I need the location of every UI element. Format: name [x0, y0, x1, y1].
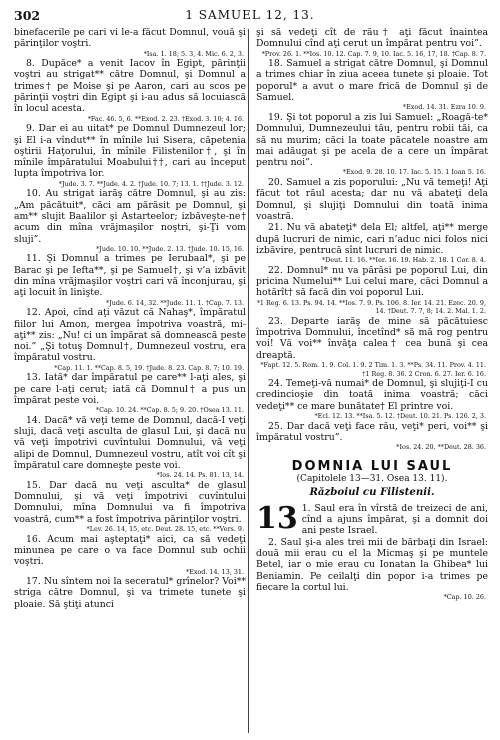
- verse-block: 23. Departe iarăş de mine să păcătuiesc împotriva Domnului, încetînd* să mă rog pentru voi! Vă voi** învăţa calea† cea bună şi cea dreaptă.: [256, 315, 488, 361]
- cross-reference: *Ios. 24. 14. Ps. 81. 13, 14.: [156, 471, 244, 480]
- column-divider: [248, 29, 249, 733]
- cross-reference: *Jude. 6. 14, 32. **Jude. 11. 1. †Cap. 7. 13.: [106, 298, 244, 307]
- page-header: [14, 8, 486, 24]
- verse-block: binefacerile pe cari vi le-a făcut Domnul, vouă şi părinţilor voştri.: [14, 27, 246, 50]
- cross-reference: *1 Reg. 6. 13. Ps. 94. 14. **Ios. 7. 9. Ps. 106. 8. Ier. 14. 21. Ezec. 20. 9, 14. †Deut. 7. 7, 8; 14. 2. Mal. 1. 2.: [256, 298, 486, 316]
- verse-block: 12. Apoi, cînd aţi văzut că Nahaş*, împăratul fiilor lui Amon, mergea împotriva voastră, mi-aţi** zis: „Nu! ci un împărat să domnească peste noi.” „Şi totuş Domnul†, Dumnezeul vostru, era împăratul vostru.: [14, 307, 246, 364]
- cross-reference: *Ios. 24. 20. **Deut. 28. 36.: [396, 443, 486, 452]
- section-subtitle: (Capitolele 13—31. Osea 13. 11).: [296, 474, 448, 485]
- verse-block: 8. Dupăce* a venit Iacov în Egipt, părinţii voştri au strigat** către Domnul, şi Domnul a trimes† pe Moise şi pe Aaron, cari au scos pe părinţii voştri din Egipt şi i-au adus să locuiască în locul acesta.: [14, 58, 246, 115]
- verse-block: 9. Dar ei au uitat* pe Domnul Dumnezeul lor; şi El i-a vîndut** în mînile lui Sisera, căpetenia oştirii Haţorului, în mînile Filistenilor†, şi în mînile împăratului Moabului††, cari au început lupta împotriva lor.: [14, 123, 246, 180]
- chapter-start: [256, 500, 488, 537]
- section-heading: Războiul cu Filistenii.: [309, 486, 435, 499]
- cross-reference: *Jude. 3. 7. **Jude. 4. 2. †Jude. 10. 7; 13. 1. ††Jude. 3. 12.: [58, 179, 244, 188]
- verse-block: 10. Au strigat iarăş către Domnul, şi au zis: „Am păcătuit*, căci am părăsit pe Domnul, şi am** slujit Baalilor şi Astarteelor; izbăveşte-ne† acum din mîna vrăjmaşilor noştri, şi-Ţi vom sluji”.: [14, 188, 246, 245]
- cross-reference: *Prov. 26. 1. **Ios. 10. 12. Cap. 7. 9, 10. Iac. 5. 16, 17, 18. †Cap. 8. 7.: [261, 49, 486, 58]
- verse-block: 13. Iată* dar împăratul pe care** l-aţi ales, şi pe care l-aţi cerut; iată că Domnul† a pus un împărat peste voi.: [14, 372, 246, 406]
- verse-block: 24. Temeţi-vă numai* de Domnul, şi slujiţi-I cu credincioşie din toată inima voastră; căci vedeţi** ce mare bunătate† El printre voi.: [256, 378, 488, 412]
- verse-block: 15. Dar dacă nu veţi asculta* de glasul Domnului, şi vă veţi împotrivi cuvîntului Domnului, mîna Domnului va fi împotriva voastră, cum** a fost împotriva părinţilor voştri.: [14, 479, 246, 525]
- cross-reference: *Lev. 26. 14, 15, etc. Deut. 28. 15, etc. **Vers. 9.: [86, 525, 244, 534]
- cross-reference: *Fac. 46. 5, 6. **Exod. 2. 23. †Exod. 3. 10; 4. 16.: [87, 114, 244, 123]
- verse-block: 14. Dacă* vă veţi teme de Domnul, dacă-I veţi sluji, dacă veţi asculta de glasul Lui, şi dacă nu vă veţi împotrivi cuvîntului Domnului, vă veţi alipi de Domnul, Dumnezeul vostru, atît voi cît şi împăratul care domneşte peste voi.: [14, 414, 246, 471]
- verse-block: 22. Domnul* nu va părăsi pe poporul Lui, din pricina Numelui** Lui celui mare, căci Domnul a hotărît† să facă din voi poporul Lui.: [256, 264, 488, 299]
- verse-block: 16. Acum mai aşteptaţi* aici, ca să vedeţi minunea pe care o va face Domnul sub ochii voştri.: [14, 533, 246, 568]
- running-title: 1 SAMUEL 12, 13.: [185, 8, 315, 22]
- cross-reference: *Exod. 14. 31. Ezra 10. 9.: [402, 103, 486, 112]
- cross-reference: *Cap. 10. 26.: [443, 593, 486, 602]
- chapter-number: 13: [256, 500, 298, 536]
- left-column: [14, 27, 246, 610]
- cross-reference: *Exod. 14. 13, 31.: [185, 567, 244, 576]
- cross-reference: *Cap. 11. 1. **Cap. 8. 5, 19. †Jude. 8. 23. Cap. 8. 7; 10. 19.: [54, 363, 244, 372]
- right-column: [256, 27, 488, 602]
- verse-block: şi să vedeţi cît de rău† aţi făcut înaintea Domnului cînd aţi cerut un împărat pentru voi”.: [256, 27, 488, 50]
- cross-reference: *Deut. 11. 16. **Ier. 16. 19. Hab. 2. 18. 1 Cor. 8. 4.: [321, 256, 486, 265]
- cross-reference: *Jude. 10. 10. **Jude. 2. 13. †Jude. 10. 15, 16.: [96, 244, 244, 253]
- cross-reference: *Cap. 10. 24. **Cap. 8. 5; 9. 20. †Osea 13. 11.: [95, 406, 244, 415]
- cross-reference: *Ecl. 12. 13. **Isa. 5. 12. †Deut. 10. 21. Ps. 126. 2, 3.: [314, 412, 486, 421]
- verse-block: 19. Şi tot poporul a zis lui Samuel: „Roagă-te* Domnului, Dumnezeului tău, pentru robii tăi, ca să nu murim; căci la toate păcatele noastre am mai adăugat şi pe acela de a cere un împărat pentru noi”.: [256, 111, 488, 169]
- page-number: 302: [14, 8, 41, 23]
- verse-block: 18. Samuel a strigat către Domnul, şi Domnul a trimes chiar în ziua aceea tunete şi ploaie. Tot poporul* a avut o mare frică de Domnul şi de Samuel.: [256, 58, 488, 104]
- cross-reference: *Exod. 9. 28. 10. 17. Iac. 5. 15. 1 Ioan 5. 16.: [342, 168, 486, 177]
- verse-block: 2. Saul şi-a ales trei mii de bărbaţi din Israel: două mii erau cu el la Micmaş şi pe muntele Betel, iar o mie erau cu Ionatan la Ghibea* lui Beniamin. Pe ceilalţi din popor i-a trimes pe fiecare la cortul lui.: [256, 536, 488, 593]
- verse-block: 1. Saul era în vîrstă de treizeci de ani, cînd a ajuns împărat, şi a domnit doi ani peste Israel.: [301, 502, 488, 537]
- verse-block: 11. Şi Domnul a trimes pe Ierubaal*, şi pe Barac şi pe Iefta**, şi pe Samuel†, şi v’a izbăvit din mîna vrăjmaşilor voştri cari vă înconjurau, şi aţi locuit în linişte.: [14, 253, 246, 299]
- verse-block: 20. Samuel a zis poporului: „Nu vă temeţi! Aţi făcut tot răul acesta; dar nu vă abateţi dela Domnul, şi slujiţi Domnului din toată inima voastră.: [256, 177, 488, 222]
- cross-reference: *Isa. 1. 18; 5. 3, 4. Mic. 6. 2, 3.: [143, 49, 244, 58]
- verse-block: 17. Nu sîntem noi la seceratul* grînelor? Voi** striga către Domnul, şi va trimete tunete şi ploaie. Să ştiţi atunci: [14, 576, 246, 610]
- cross-reference: *Fapt. 12. 5. Rom. 1. 9. Col. 1. 9. 2 Tim. 1. 3. **Ps. 34. 11. Prov. 4. 11. †1 Reg. 8. 36. 2 Cron. 6. 27. Ier. 6. 16.: [260, 360, 486, 378]
- verse-block: 21. Nu vă abateţi* dela El; altfel, aţi** merge după lucruri de nimic, cari n’aduc nici folos nici izbăvire, pentrucă sînt lucruri de nimic.: [256, 222, 488, 256]
- verse-block: 25. Dar dacă veţi face rău, veţi* peri, voi** şi împăratul vostru”.: [256, 420, 488, 443]
- section-title: DOMNIA LUI SAUL: [291, 458, 453, 474]
